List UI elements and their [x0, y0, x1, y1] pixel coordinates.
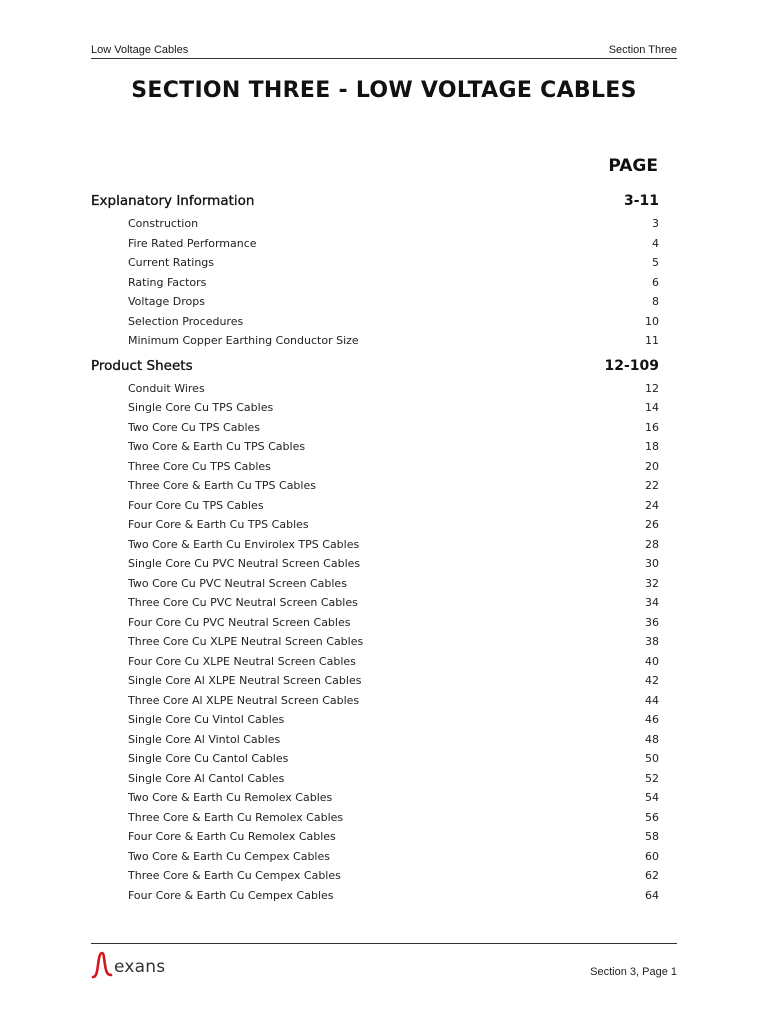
toc-item-row	[91, 574, 659, 594]
toc-item-label: Single Core Cu Vintol Cables	[128, 713, 285, 726]
toc-item-page: 3	[652, 217, 659, 230]
toc-item-label: Single Core Cu Cantol Cables	[128, 752, 289, 765]
toc-item-row	[91, 866, 659, 886]
toc-item-row	[91, 457, 659, 477]
toc-item-label: Current Ratings	[128, 256, 215, 269]
toc-item-label: Two Core & Earth Cu Cempex Cables	[128, 849, 330, 863]
toc-item-page: 8	[652, 295, 659, 308]
toc-item-row	[91, 827, 659, 847]
toc-item-label: Selection Procedures	[128, 314, 244, 328]
toc-item-row	[91, 671, 659, 691]
toc-item-row	[91, 379, 659, 399]
toc-item-row	[91, 613, 659, 633]
toc-item-label: Single Core Cu TPS Cables	[128, 401, 274, 414]
toc-item-row	[91, 593, 659, 613]
toc-item-page: 56	[645, 810, 659, 824]
toc-item-row	[91, 476, 659, 496]
toc-item-page: 52	[645, 771, 659, 785]
toc-item-label: Minimum Copper Earthing Conductor Size	[128, 334, 359, 347]
toc-item-label: Two Core Cu PVC Neutral Screen Cables	[128, 576, 347, 590]
toc-item-label: Three Core & Earth Cu Remolex Cables	[128, 810, 344, 824]
page-title: SECTION THREE - LOW VOLTAGE CABLES	[131, 78, 637, 103]
toc-item-row	[91, 808, 659, 828]
toc-item-page: 62	[645, 869, 659, 882]
toc-item-page: 30	[645, 557, 659, 570]
toc-item-row	[91, 788, 659, 808]
toc-section-pages: 12-109	[604, 357, 659, 374]
toc-item-label: Four Core Cu PVC Neutral Screen Cables	[128, 615, 351, 629]
toc-item-label: Rating Factors	[128, 275, 207, 289]
toc-item-label: Single Core Al XLPE Neutral Screen Cables	[128, 674, 362, 687]
toc-item-row	[91, 730, 659, 750]
toc-item-page: 12	[645, 381, 659, 395]
toc-item-row	[91, 312, 659, 332]
toc-item-row	[91, 273, 659, 293]
toc-item-row	[91, 418, 659, 438]
toc-item-page: 6	[652, 275, 659, 289]
toc-item-page: 42	[645, 674, 659, 687]
logo-text: exans	[114, 957, 166, 977]
toc-item-label: Two Core & Earth Cu TPS Cables	[128, 440, 306, 453]
toc-item-label: Single Core Cu PVC Neutral Screen Cables	[128, 557, 361, 570]
toc-item-label: Conduit Wires	[128, 381, 205, 395]
toc-item-row	[91, 437, 659, 457]
toc-item-page: 24	[645, 498, 659, 512]
page-column-heading: PAGE	[608, 156, 658, 176]
header-right-text: Section Three	[608, 44, 677, 56]
toc-item-label: Single Core Al Vintol Cables	[128, 732, 281, 746]
toc-item-row	[91, 769, 659, 789]
toc-section-row	[91, 190, 659, 214]
toc-item-label: Two Core Cu TPS Cables	[128, 420, 261, 434]
toc-item-page: 60	[645, 849, 659, 863]
toc-item-row	[91, 515, 659, 535]
toc-item-row	[91, 292, 659, 312]
toc-item-label: Construction	[128, 217, 199, 230]
toc-item-page: 50	[645, 752, 659, 765]
toc-item-page: 46	[645, 713, 659, 726]
toc-item-page: 26	[645, 518, 659, 531]
toc-item-label: Fire Rated Performance	[128, 236, 257, 250]
toc-item-row	[91, 691, 659, 711]
footer-page-number: Section 3, Page 1	[590, 966, 677, 978]
toc-item-row	[91, 234, 659, 254]
toc-item-label: Single Core Al Cantol Cables	[128, 771, 285, 785]
toc-item-label: Four Core Cu TPS Cables	[128, 498, 264, 512]
toc-item-label: Four Core & Earth Cu Cempex Cables	[128, 888, 334, 902]
toc-item-label: Two Core & Earth Cu Remolex Cables	[128, 791, 333, 804]
toc-item-page: 40	[645, 654, 659, 668]
toc-item-page: 5	[652, 256, 659, 269]
toc-item-row	[91, 652, 659, 672]
toc-section-label: Explanatory Information	[91, 193, 255, 209]
toc-item-row	[91, 847, 659, 867]
toc-item-page: 10	[645, 314, 659, 328]
toc-item-label: Three Core Cu PVC Neutral Screen Cables	[128, 596, 358, 609]
toc-item-page: 22	[645, 479, 659, 492]
toc-item-page: 64	[645, 888, 659, 902]
nexans-logo	[91, 950, 165, 980]
toc-item-row	[91, 886, 659, 906]
toc-item-page: 34	[645, 596, 659, 609]
nexans-logo-mark-icon	[91, 951, 113, 979]
toc-item-page: 11	[645, 334, 659, 347]
toc-item-label: Three Core Cu TPS Cables	[128, 459, 271, 473]
toc-item-page: 58	[645, 830, 659, 843]
toc-item-label: Two Core & Earth Cu Envirolex TPS Cables	[128, 537, 360, 551]
toc-item-page: 14	[645, 401, 659, 414]
toc-item-row	[91, 253, 659, 273]
toc-item-label: Three Core Al XLPE Neutral Screen Cables	[128, 693, 360, 707]
toc-item-row	[91, 496, 659, 516]
page-header	[91, 42, 677, 59]
toc-item-row	[91, 554, 659, 574]
toc-item-row	[91, 535, 659, 555]
toc-item-label: Four Core Cu XLPE Neutral Screen Cables	[128, 654, 356, 668]
toc-item-page: 36	[645, 615, 659, 629]
toc-item-label: Four Core & Earth Cu TPS Cables	[128, 518, 309, 531]
toc-item-label: Voltage Drops	[128, 295, 205, 308]
table-of-contents	[91, 190, 659, 905]
toc-item-label: Three Core & Earth Cu Cempex Cables	[128, 869, 341, 882]
header-left-text: Low Voltage Cables	[91, 44, 189, 56]
toc-section-pages: 3-11	[623, 193, 659, 209]
footer-divider	[91, 943, 677, 944]
toc-item-row	[91, 331, 659, 351]
toc-item-row	[91, 398, 659, 418]
toc-section-label: Product Sheets	[91, 357, 193, 374]
toc-section-row	[91, 355, 659, 379]
toc-item-page: 48	[645, 732, 659, 746]
toc-item-page: 4	[652, 236, 659, 250]
toc-item-row	[91, 710, 659, 730]
toc-item-label: Three Core Cu XLPE Neutral Screen Cables	[128, 635, 364, 648]
toc-item-label: Four Core & Earth Cu Remolex Cables	[128, 830, 336, 843]
toc-item-page: 32	[645, 576, 659, 590]
toc-item-label: Three Core & Earth Cu TPS Cables	[128, 479, 316, 492]
toc-item-row	[91, 632, 659, 652]
toc-item-page: 28	[645, 537, 659, 551]
toc-item-page: 20	[645, 459, 659, 473]
toc-item-page: 18	[645, 440, 659, 453]
toc-item-row	[91, 214, 659, 234]
toc-item-page: 54	[645, 791, 659, 804]
toc-item-page: 44	[645, 693, 659, 707]
toc-item-row	[91, 749, 659, 769]
toc-item-page: 16	[645, 420, 659, 434]
toc-item-page: 38	[645, 635, 659, 648]
